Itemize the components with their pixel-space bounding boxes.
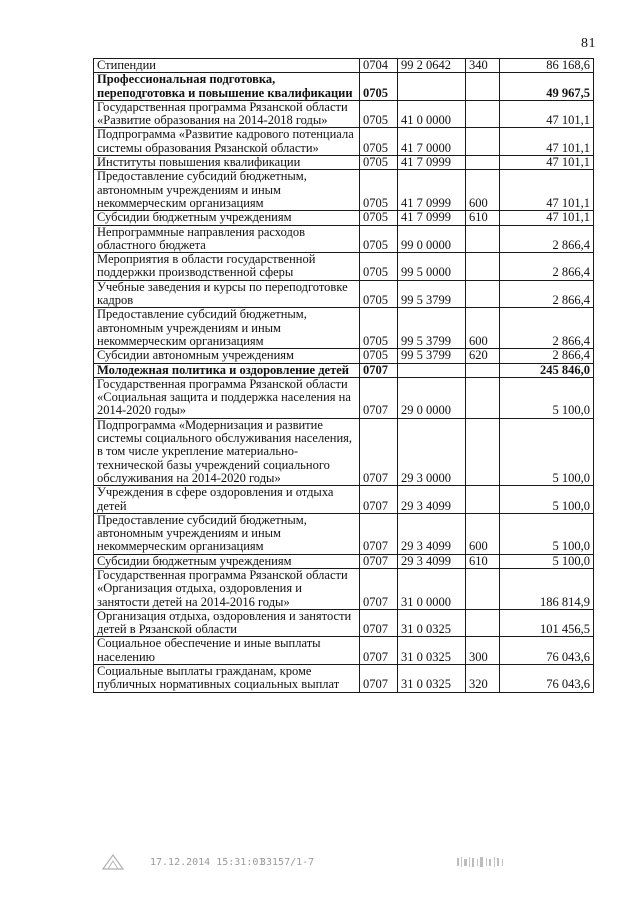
barcode-mark-icon xyxy=(455,855,525,869)
row-name: Подпрограмма «Развитие кадрового потенциала системы образования Рязанской области» xyxy=(94,128,360,156)
row-target-code: 41 7 0000 xyxy=(398,128,466,156)
row-name: Предоставление субсидий бюджетным, автономным учреждениям и иным некоммерческим организациям xyxy=(94,513,360,554)
table-row xyxy=(94,568,594,609)
budget-table xyxy=(93,58,594,693)
row-expense-type: 600 xyxy=(466,170,500,211)
row-name: Профессиональная подготовка, переподготовка и повышение квалификации xyxy=(94,73,360,101)
table-row xyxy=(94,637,594,665)
row-amount: 2 866,4 xyxy=(500,349,594,363)
row-expense-type xyxy=(466,568,500,609)
table-row xyxy=(94,308,594,349)
row-target-code: 99 0 0000 xyxy=(398,225,466,253)
row-section-code: 0707 xyxy=(360,418,398,485)
row-section-code: 0705 xyxy=(360,170,398,211)
row-amount: 2 866,4 xyxy=(500,253,594,281)
table-row xyxy=(94,280,594,308)
row-target-code: 99 5 3799 xyxy=(398,280,466,308)
row-target-code: 29 3 0000 xyxy=(398,418,466,485)
row-amount: 186 814,9 xyxy=(500,568,594,609)
row-amount: 5 100,0 xyxy=(500,554,594,568)
row-section-code: 0704 xyxy=(360,59,398,73)
page-footer xyxy=(100,852,580,874)
table-row xyxy=(94,170,594,211)
row-amount: 245 846,0 xyxy=(500,363,594,377)
row-target-code: 99 2 0642 xyxy=(398,59,466,73)
row-name: Учебные заведения и курсы по переподготовке кадров xyxy=(94,280,360,308)
row-name: Государственная программа Рязанской области «Развитие образования на 2014-2018 годы» xyxy=(94,100,360,128)
row-target-code: 31 0 0325 xyxy=(398,665,466,693)
table-row xyxy=(94,59,594,73)
row-target-code: 31 0 0325 xyxy=(398,609,466,637)
row-section-code: 0705 xyxy=(360,73,398,101)
row-name: Институты повышения квалификации xyxy=(94,156,360,170)
row-expense-type xyxy=(466,486,500,514)
row-expense-type xyxy=(466,418,500,485)
row-expense-type xyxy=(466,73,500,101)
row-name: Субсидии автономным учреждениям xyxy=(94,349,360,363)
row-name: Организация отдыха, оздоровления и занятости детей в Рязанской области xyxy=(94,609,360,637)
row-section-code: 0707 xyxy=(360,377,398,418)
row-name: Социальное обеспечение и иные выплаты населению xyxy=(94,637,360,665)
table-row xyxy=(94,418,594,485)
row-expense-type xyxy=(466,253,500,281)
row-section-code: 0705 xyxy=(360,349,398,363)
row-section-code: 0705 xyxy=(360,128,398,156)
row-expense-type xyxy=(466,128,500,156)
row-amount: 2 866,4 xyxy=(500,225,594,253)
row-expense-type: 340 xyxy=(466,59,500,73)
row-amount: 47 101,1 xyxy=(500,170,594,211)
row-target-code: 31 0 0325 xyxy=(398,637,466,665)
row-target-code: 99 5 3799 xyxy=(398,349,466,363)
page-number: 81 xyxy=(581,36,596,51)
row-expense-type: 300 xyxy=(466,637,500,665)
table-row xyxy=(94,225,594,253)
row-section-code: 0707 xyxy=(360,609,398,637)
row-name: Стипендии xyxy=(94,59,360,73)
row-target-code: 99 5 3799 xyxy=(398,308,466,349)
row-amount: 76 043,6 xyxy=(500,665,594,693)
table-row xyxy=(94,665,594,693)
row-amount: 49 967,5 xyxy=(500,73,594,101)
row-section-code: 0705 xyxy=(360,253,398,281)
table-body xyxy=(94,59,594,693)
row-expense-type xyxy=(466,225,500,253)
table-row xyxy=(94,486,594,514)
row-expense-type: 610 xyxy=(466,554,500,568)
row-amount: 47 101,1 xyxy=(500,211,594,225)
row-name: Мероприятия в области государственной поддержки производственной сферы xyxy=(94,253,360,281)
row-target-code xyxy=(398,73,466,101)
row-amount: 47 101,1 xyxy=(500,128,594,156)
table-row xyxy=(94,156,594,170)
row-amount: 5 100,0 xyxy=(500,377,594,418)
row-target-code: 29 3 4099 xyxy=(398,513,466,554)
row-expense-type xyxy=(466,363,500,377)
row-amount: 76 043,6 xyxy=(500,637,594,665)
row-target-code xyxy=(398,363,466,377)
row-name: Непрограммные направления расходов областного бюджета xyxy=(94,225,360,253)
row-expense-type: 610 xyxy=(466,211,500,225)
row-amount: 5 100,0 xyxy=(500,486,594,514)
row-expense-type: 620 xyxy=(466,349,500,363)
row-amount: 47 101,1 xyxy=(500,156,594,170)
row-section-code: 0705 xyxy=(360,156,398,170)
row-expense-type xyxy=(466,156,500,170)
row-name: Субсидии бюджетным учреждениям xyxy=(94,211,360,225)
table-row xyxy=(94,128,594,156)
row-expense-type: 320 xyxy=(466,665,500,693)
row-target-code: 41 7 0999 xyxy=(398,170,466,211)
row-section-code: 0707 xyxy=(360,568,398,609)
row-section-code: 0707 xyxy=(360,665,398,693)
table-row xyxy=(94,363,594,377)
row-target-code: 99 5 0000 xyxy=(398,253,466,281)
row-name: Государственная программа Рязанской области «Социальная защита и поддержка населения на 2014-2020 годы» xyxy=(94,377,360,418)
row-name: Учреждения в сфере оздоровления и отдыха детей xyxy=(94,486,360,514)
row-amount: 86 168,6 xyxy=(500,59,594,73)
row-section-code: 0705 xyxy=(360,308,398,349)
table-row xyxy=(94,554,594,568)
row-name: Молодежная политика и оздоровление детей xyxy=(94,363,360,377)
row-amount: 2 866,4 xyxy=(500,280,594,308)
row-section-code: 0705 xyxy=(360,100,398,128)
table-row xyxy=(94,253,594,281)
table-row xyxy=(94,377,594,418)
row-name: Государственная программа Рязанской области «Организация отдыха, оздоровления и занятости детей на 2014-2016 годы» xyxy=(94,568,360,609)
row-name: Социальные выплаты гражданам, кроме публичных нормативных социальных выплат xyxy=(94,665,360,693)
row-target-code: 41 0 0000 xyxy=(398,100,466,128)
row-section-code: 0705 xyxy=(360,211,398,225)
row-target-code: 41 7 0999 xyxy=(398,156,466,170)
row-expense-type xyxy=(466,609,500,637)
row-section-code: 0707 xyxy=(360,554,398,568)
row-section-code: 0707 xyxy=(360,637,398,665)
row-amount: 5 100,0 xyxy=(500,513,594,554)
row-amount: 5 100,0 xyxy=(500,418,594,485)
row-expense-type xyxy=(466,100,500,128)
row-section-code: 0707 xyxy=(360,486,398,514)
row-name: Субсидии бюджетным учреждениям xyxy=(94,554,360,568)
row-expense-type: 600 xyxy=(466,513,500,554)
row-section-code: 0705 xyxy=(360,225,398,253)
row-section-code: 0707 xyxy=(360,513,398,554)
table-row xyxy=(94,513,594,554)
row-section-code: 0707 xyxy=(360,363,398,377)
row-target-code: 29 3 4099 xyxy=(398,486,466,514)
table-row xyxy=(94,609,594,637)
row-target-code: 29 3 4099 xyxy=(398,554,466,568)
table-row xyxy=(94,211,594,225)
table-row xyxy=(94,349,594,363)
row-amount: 101 456,5 xyxy=(500,609,594,637)
table-row xyxy=(94,100,594,128)
stamp-mark-icon xyxy=(100,852,126,872)
table-row xyxy=(94,73,594,101)
row-target-code: 41 7 0999 xyxy=(398,211,466,225)
footer-document-id: 33157/1-7 xyxy=(260,857,315,868)
row-expense-type xyxy=(466,377,500,418)
row-target-code: 29 0 0000 xyxy=(398,377,466,418)
row-name: Предоставление субсидий бюджетным, автономным учреждениям и иным некоммерческим организациям xyxy=(94,308,360,349)
row-expense-type: 600 xyxy=(466,308,500,349)
row-target-code: 31 0 0000 xyxy=(398,568,466,609)
row-amount: 2 866,4 xyxy=(500,308,594,349)
row-amount: 47 101,1 xyxy=(500,100,594,128)
footer-timestamp: 17.12.2014 15:31:01 xyxy=(150,857,265,868)
row-name: Предоставление субсидий бюджетным, автономным учреждениям и иным некоммерческим организациям xyxy=(94,170,360,211)
row-name: Подпрограмма «Модернизация и развитие системы социального обслуживания населения, в том числе укрепление материально-технической базы учреждений социального обслуживания на 2014-2020 годы» xyxy=(94,418,360,485)
row-expense-type xyxy=(466,280,500,308)
row-section-code: 0705 xyxy=(360,280,398,308)
